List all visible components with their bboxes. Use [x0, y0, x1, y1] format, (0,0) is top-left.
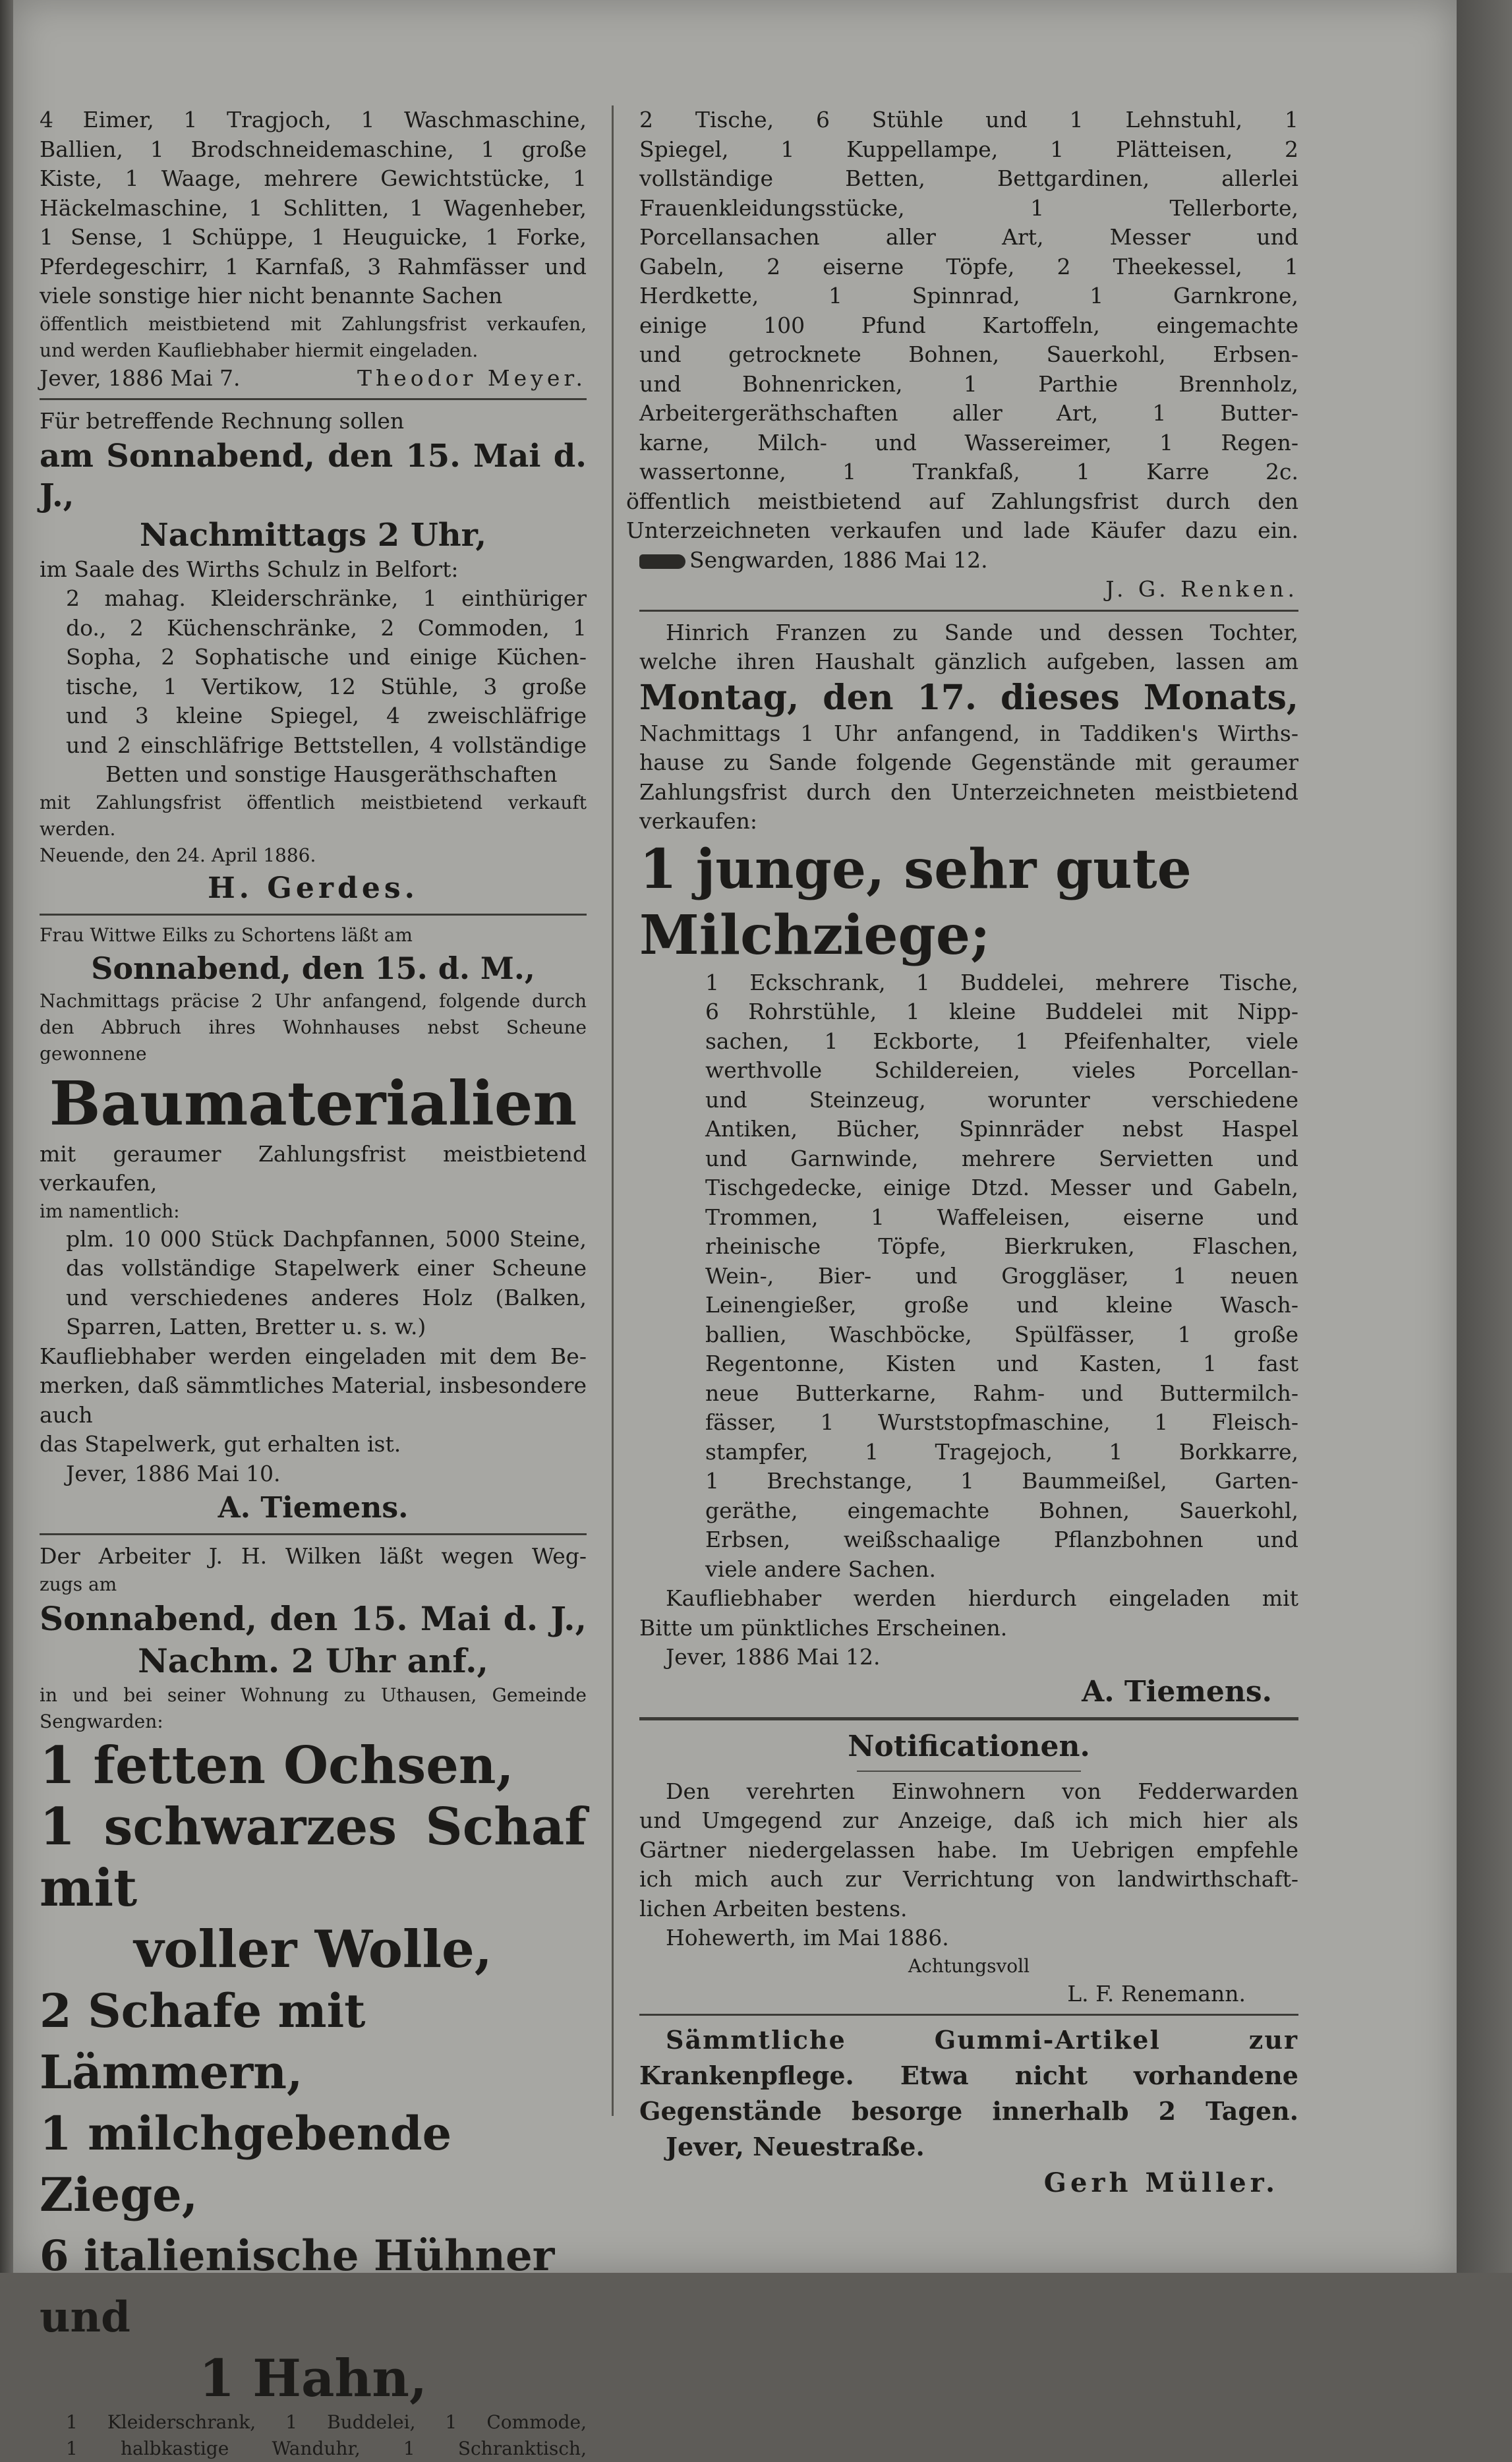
ad-big-line: 2 Schafe mit Lämmern, [40, 1983, 366, 2099]
place-date: Sengwarden, 1886 Mai 12. [689, 546, 988, 573]
ad-intro: Hinrich Franzen zu Sande und dessen Tochter, [666, 619, 1298, 645]
ad-line: und Bohnenricken, 1 Parthie Brennholz, [639, 370, 1298, 397]
place-date: Hohewerth, im Mai 1886. [666, 1925, 949, 1950]
ad-line: Gabeln, 2 eiserne Töpfe, 2 Theekessel, 1 [639, 253, 1298, 279]
ad-line: 1 Sense, 1 Schüppe, 1 Heuguicke, 1 Forke, [40, 224, 587, 250]
ad-line: Betten und sonstige Hausgeräthschaften [105, 761, 558, 787]
ad-intro: zugs am [40, 1573, 117, 1595]
ad-line: viele sonstige hier nicht benannte Sachen [40, 283, 503, 308]
column-divider [612, 105, 614, 2116]
signature: H. Gerdes. [208, 871, 419, 905]
ad-item: Wein-, Bier- und Groggläser, 1 neuen [705, 1262, 1298, 1289]
ad-item: stampfer, 1 Tragejoch, 1 Borkkarre, [705, 1438, 1298, 1465]
ad-date: Montag, den 17. dieses Monats, [639, 677, 1298, 718]
ad-auction-meyer [40, 105, 587, 393]
ad-intro: Frau Wittwe Eilks zu Schortens läßt am [40, 923, 413, 946]
ad-intro: Der Arbeiter J. H. Wilken läßt wegen Weg- [40, 1543, 587, 1569]
ad-item: und Steinzeug, worunter verschiedene [705, 1086, 1298, 1113]
ad-line: 1 halbkastige Wanduhr, 1 Schranktisch, [66, 2437, 587, 2459]
ad-line: Ballien, 1 Brodschneidemaschine, 1 große [40, 136, 587, 162]
title-underline [857, 1771, 1081, 1772]
scan-background-edge [1457, 0, 1512, 2273]
ad-closing: mit Zahlungsfrist öffentlich meistbietend verkauft werden. [40, 791, 587, 840]
ad-line: Porcellansachen aller Art, Messer und [639, 224, 1298, 250]
newspaper-page [13, 0, 1457, 2459]
ad-line: Gegenstände besorge innerhalb 2 Tagen. [639, 2096, 1298, 2126]
divider [639, 610, 1298, 612]
ad-line: einige 100 Pfund Kartoffeln, eingemachte [639, 312, 1298, 338]
signature: Theodor Meyer. [357, 365, 587, 391]
ad-time: Nachmittags 2 Uhr, [139, 516, 487, 554]
ad-headline: Baumaterialien [49, 1067, 577, 1139]
signature: A. Tiemens. [1082, 1674, 1272, 1709]
divider [40, 914, 587, 916]
ad-line: hause zu Sande folgende Gegenstände mit geraumer [639, 749, 1298, 775]
ad-big-line: 1 milchgebende Ziege, [40, 2105, 452, 2222]
ad-big-line: 1 fetten Ochsen, [40, 1735, 514, 1796]
ad-closing: Bitte um pünktliches Erscheinen. [639, 1614, 1008, 1641]
ad-item: geräthe, eingemachte Bohnen, Sauerkohl, [705, 1497, 1298, 1523]
ad-item: Antiken, Bücher, Spinnräder nebst Haspel [705, 1116, 1298, 1142]
ad-item: sachen, 1 Eckborte, 1 Pfeifenhalter, viele [705, 1028, 1298, 1054]
ad-baumaterialien [40, 922, 587, 1529]
ad-intro: welche ihren Haushalt gänzlich aufgeben, lassen am [639, 649, 1298, 674]
ad-line: Nachmittags 1 Uhr anfangend, in Taddiken's Wirths- [639, 720, 1298, 746]
ad-closing: öffentlich meistbietend auf Zahlungsfrist durch den [626, 488, 1298, 514]
ad-item: werthvolle Schildereien, vieles Porcellan- [705, 1057, 1298, 1083]
ad-closing: Unterzeichneten verkaufen und lade Käufer dazu ein. [626, 517, 1298, 543]
ad-item: plm. 10 000 Stück Dachpfannen, 5000 Steine, [66, 1225, 587, 1252]
ad-line: mit geraumer Zahlungsfrist meistbietend verkaufen, [40, 1140, 587, 1196]
notice-renemann [639, 1777, 1298, 2009]
ad-headline: 1 junge, sehr gute Milchziege; [639, 837, 1192, 967]
ad-item: rheinische Töpfe, Bierkruken, Flaschen, [705, 1233, 1298, 1259]
regards: Achtungsvoll [908, 1954, 1030, 1977]
ad-date: Sonnabend, den 15. d. M., [91, 950, 535, 986]
ad-item: Erbsen, weißschaalige Pflanzbohnen und [705, 1527, 1298, 1552]
ad-date: Sonnabend, den 15. Mai d. J., [40, 1598, 587, 1638]
signature: L. F. Renemann. [1067, 1980, 1246, 2007]
notice-line: und Umgegend zur Anzeige, daß ich mich hier als [639, 1807, 1298, 1833]
ad-line: tische, 1 Vertikow, 12 Stühle, 3 große [66, 673, 587, 699]
ad-big-line: 6 italienische Hühner und [40, 2231, 555, 2342]
ad-line: und werden Kaufliebhaber hiermit eingeladen. [40, 339, 479, 361]
ad-line: und getrocknete Bohnen, Sauerkohl, Erbsen- [639, 341, 1298, 367]
ad-line: Sämmtliche Gummi-Artikel zur [666, 2025, 1298, 2055]
notice-line: lichen Arbeiten bestens. [639, 1895, 908, 1921]
ad-item: Trommen, 1 Waffeleisen, eiserne und [705, 1204, 1298, 1230]
ad-line: öffentlich meistbietend mit Zahlungsfrist verkaufen, [40, 312, 587, 335]
notice-line: Den verehrten Einwohnern von Fedderwarden [666, 1778, 1298, 1804]
ad-line: vollständige Betten, Bettgardinen, allerlei [639, 165, 1298, 191]
ad-location: Sengwarden: [40, 1710, 163, 1732]
ad-line: Frauenkleidungsstücke, 1 Tellerborte, [639, 194, 1298, 221]
ad-line: Nachmittags präcise 2 Uhr anfangend, folgende durch [40, 989, 587, 1012]
ad-line: Sopha, 2 Sophatische und einige Küchen- [66, 644, 587, 670]
signature: J. G. Renken. [1105, 576, 1298, 602]
ad-line: do., 2 Küchenschränke, 2 Commoden, 1 [66, 614, 587, 641]
ad-line: Krankenpflege. Etwa nicht vorhandene [639, 2061, 1298, 2090]
ad-line: und 2 einschläfrige Bettstellen, 4 vollständige [66, 732, 587, 758]
ad-item: das vollständige Stapelwerk einer Scheune [66, 1255, 587, 1281]
place-date: Jever, 1886 Mai 10. [66, 1460, 281, 1486]
ad-line: wassertonne, 1 Trankfaß, 1 Karre 2c. [639, 459, 1298, 484]
place-date: Jever, 1886 Mai 12. [666, 1644, 881, 1670]
ad-big-line: voller Wolle, [134, 1919, 492, 1979]
ad-item: fässer, 1 Wurststopfmaschine, 1 Fleisch- [705, 1409, 1298, 1435]
right-column [626, 105, 1298, 2202]
ad-line: Häckelmaschine, 1 Schlitten, 1 Wagenheber, [40, 194, 587, 221]
ad-auction-wilken-continued [626, 105, 1298, 604]
ad-line: Kiste, 1 Waage, mehrere Gewichtstücke, 1 [40, 165, 587, 191]
ad-line: karne, Milch- und Wassereimer, 1 Regen- [639, 429, 1298, 455]
ad-location: in und bei seiner Wohnung zu Uthausen, Gemeinde [40, 1684, 587, 1706]
pointing-hand-icon [639, 554, 685, 569]
notice-line: ich mich auch zur Verrichtung von landwirthschaft- [639, 1866, 1298, 1892]
ad-item: Regentonne, Kisten und Kasten, 1 fast [705, 1351, 1298, 1376]
ad-item: merken, daß sämmtliches Material, insbesondere auch [40, 1372, 587, 1428]
ad-line: Spiegel, 1 Kuppellampe, 1 Plätteisen, 2 [639, 136, 1298, 162]
ad-line: 4 Eimer, 1 Tragjoch, 1 Waschmaschine, [40, 107, 587, 132]
ad-item: Leinengießer, große und kleine Wasch- [705, 1292, 1298, 1318]
ad-big-line: 1 schwarzes Schaf mit [40, 1796, 587, 1918]
signature: A. Tiemens. [218, 1491, 409, 1525]
place-date: Neuende, den 24. April 1886. [40, 844, 316, 866]
ad-item: 6 Rohrstühle, 1 kleine Buddelei mit Nipp- [705, 999, 1298, 1024]
section-title: Notificationen. [848, 1729, 1090, 1763]
divider [40, 398, 587, 400]
ad-footer [40, 364, 587, 394]
ad-auction-franzen [639, 618, 1298, 1712]
ad-mueller [639, 2022, 1298, 2202]
ad-line: Arbeitergeräthschaften aller Art, 1 Butter- [639, 400, 1298, 426]
ad-item: Kaufliebhaber werden eingeladen mit dem Be- [40, 1343, 587, 1369]
ad-item: und Garnwinde, mehrere Servietten und [705, 1145, 1298, 1171]
ad-line: im namentlich: [40, 1200, 180, 1222]
ad-item: Sparren, Latten, Bretter u. s. w.) [66, 1314, 426, 1339]
ad-location: im Saale des Wirths Schulz in Belfort: [40, 556, 459, 582]
ad-line: Zahlungsfrist durch den Unterzeichneten meistbietend [639, 778, 1298, 805]
ad-line: 1 Kleiderschrank, 1 Buddelei, 1 Commode, [66, 2411, 587, 2433]
ad-closing: Kaufliebhaber werden hierdurch eingeladen mit [666, 1585, 1298, 1611]
ad-item: das Stapelwerk, gut erhalten ist. [40, 1431, 401, 1457]
signature: Gerh Müller. [1043, 2167, 1279, 2198]
ad-footer [639, 1643, 1298, 1672]
ad-line: 2 Tische, 6 Stühle und 1 Lehnstuhl, 1 [639, 107, 1298, 132]
ad-item: Tischgedecke, einige Dtzd. Messer und Gabeln, [705, 1175, 1298, 1200]
left-column [40, 105, 587, 2462]
ad-line: und 3 kleine Spiegel, 4 zweischläfrige [66, 703, 587, 728]
divider [40, 1533, 587, 1535]
ad-auction-wilken [40, 1542, 587, 2462]
ad-line: Herdkette, 1 Spinnrad, 1 Garnkrone, [639, 283, 1298, 308]
ad-item: neue Butterkarne, Rahm- und Buttermilch- [705, 1380, 1298, 1406]
ad-line: 2 mahag. Kleiderschränke, 1 einthüriger [66, 585, 587, 611]
ad-item: viele andere Sachen. [705, 1556, 936, 1582]
place-date-row [639, 546, 1298, 575]
ad-item: 1 Brechstange, 1 Baummeißel, Garten- [705, 1468, 1298, 1494]
ad-line: den Abbruch ihres Wohnhauses nebst Scheune gewonnene [40, 1016, 587, 1065]
ad-item: 1 Eckschrank, 1 Buddelei, mehrere Tische, [705, 969, 1298, 995]
ad-time: Nachm. 2 Uhr anf., [138, 1641, 488, 1680]
ad-line: Jever, Neuestraße. [666, 2132, 925, 2161]
place-date: Jever, 1886 Mai 7. [40, 365, 241, 391]
divider [639, 2014, 1298, 2016]
ad-line: verkaufen: [639, 808, 757, 834]
ad-line: Pferdegeschirr, 1 Karnfaß, 3 Rahmfässer und [40, 253, 587, 279]
notice-line: Gärtner niedergelassen habe. Im Uebrigen empfehle [639, 1836, 1298, 1863]
divider [639, 1717, 1298, 1720]
ad-intro: Für betreffende Rechnung sollen [40, 408, 405, 434]
ad-big-line: 1 Hahn, [198, 2348, 428, 2409]
ad-item: ballien, Waschböcke, Spülfässer, 1 große [705, 1321, 1298, 1347]
ad-date: am Sonnabend, den 15. Mai d. J., [40, 437, 587, 514]
ad-item: und verschiedenes anderes Holz (Balken, [66, 1284, 587, 1310]
ad-auction-gerdes [40, 407, 587, 908]
